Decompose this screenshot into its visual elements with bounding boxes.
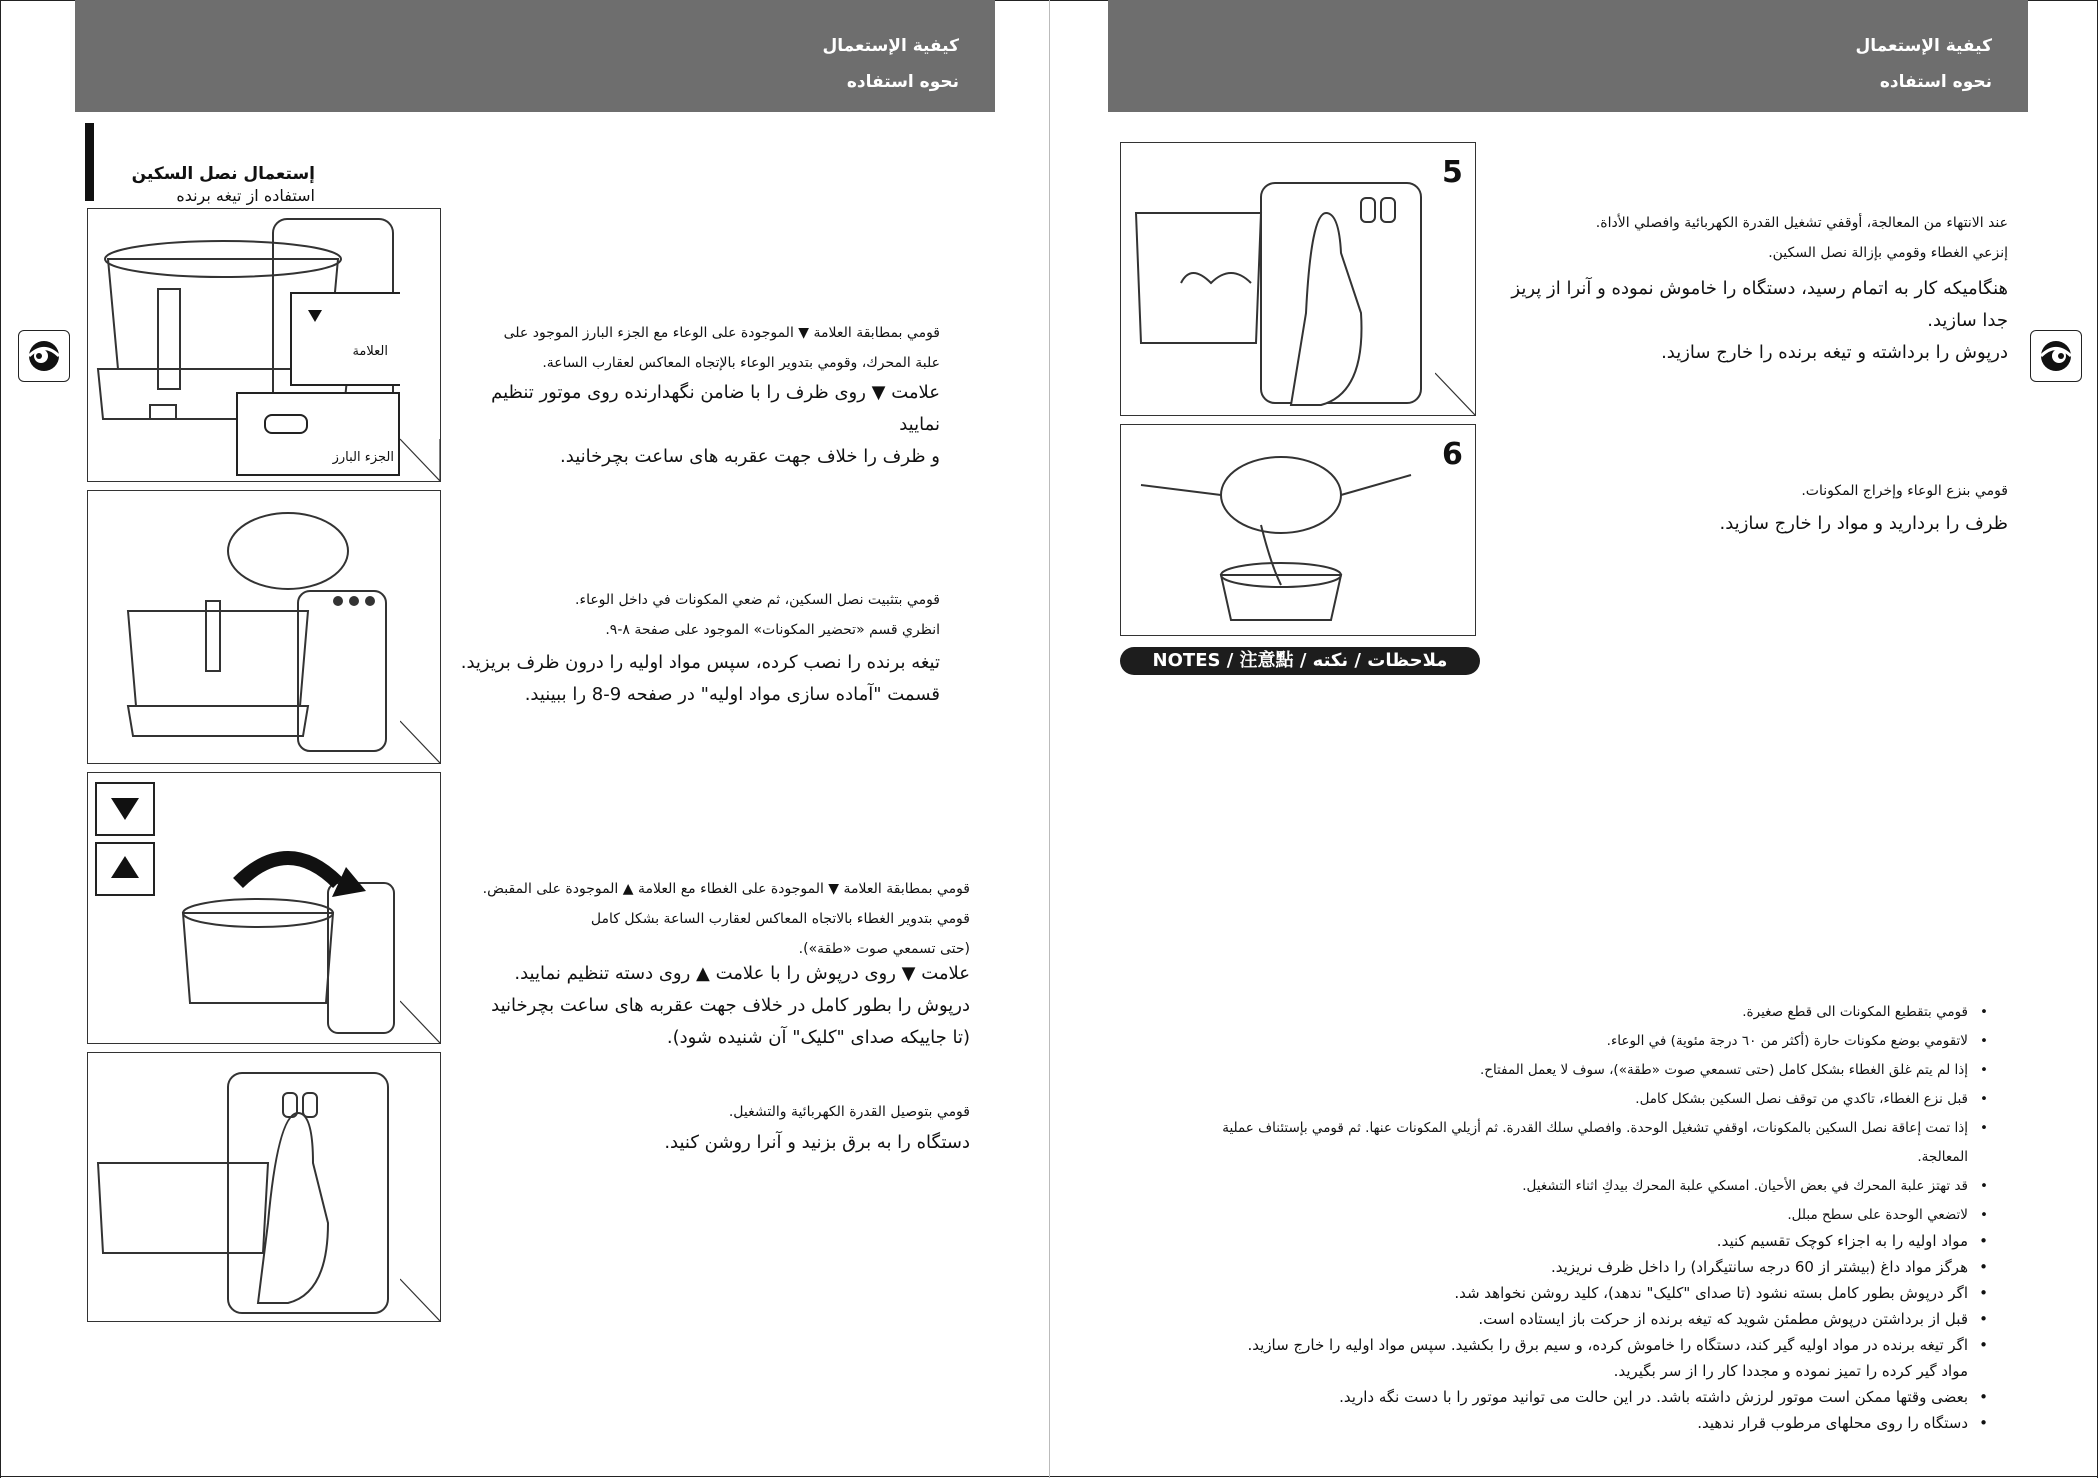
notes-banner: NOTES / 注意點 / ملاحظات / نکته (1120, 647, 1480, 675)
chevron-down-icon (400, 491, 440, 763)
header-title-persian: نحوه استفاده (846, 72, 959, 92)
step-6-number: 6 (1442, 437, 1463, 472)
note-persian-2: • هرگز مواد داغ (بیشتر از 60 درجه سانتیگراد) را داخل ظرف نریزید. (1230, 1254, 1968, 1280)
step-2-illustration (87, 490, 401, 764)
header-title-arabic: كيفية الإستعمال (1855, 36, 1992, 56)
notes-persian-list (1230, 1228, 1990, 1436)
step-1-tab (400, 208, 441, 482)
note-arabic-5: • إذا تمت إعاقة نصل السكين بالمكونات، اوقفي تشغيل الوحدة. وافصلي سلك القدرة. ثم أزيلي المكونات عنها. ثم قومي بإستئناف عملية المعالجة. (1190, 1114, 1968, 1172)
note-persian-5: • اگر تیغه برنده در مواد اولیه گیر کند، دستگاه را خاموش کرده، و سیم برق را بکشید. سپس مواد اولیه را خارج سازید. مواد گیر کرده را تمیز نموده و مجددا کار را از سر بگیرید. (1230, 1332, 1968, 1384)
step-4-arabic-text: قومي بتوصيل القدرة الكهربائية والتشغيل. (728, 1104, 970, 1120)
step-5-persian-text: هنگامیکه کار به اتمام رسید، دستگاه را خاموش نموده و آنرا از پریز جدا سازید. درپوش را برداشته و تیغه برنده را خارج سازید. (1511, 278, 2008, 363)
crop-line-left (0, 0, 1, 1478)
chevron-down-icon (400, 209, 440, 481)
note-arabic-2: • لاتقومي بوضع مكونات حارة (أكثر من ٦٠ درجة مئوية) في الوعاء. (1190, 1027, 1968, 1056)
step-1-arabic-text: قومي بمطابقة العلامة ▼ الموجودة على الوعاء مع الجزء البارز الموجود على علبة المحرك، وقومي بتدوير الوعاء بالإتجاه المعاكس لعقارب الساعة. (503, 325, 940, 371)
note-persian-1: • مواد اولیه را به اجزاء کوچک تقسیم کنید. (1230, 1228, 1968, 1254)
section-title-persian: استفاده از تیغه برنده (176, 186, 315, 205)
right-edge-tab (2030, 330, 2082, 382)
step-3-arabic-text: قومي بمطابقة العلامة ▼ الموجودة على الغطاء مع العلامة ▲ الموجودة على المقبض. قومي بتدوير الغطاء بالاتجاه المعاكس لعقارب الساعة بشكل كامل (حتى تسمعي صوت «طقة»). (482, 881, 970, 957)
note-persian-7: • دستگاه را روی محلهای مرطوب قرار ندهید. (1230, 1410, 1968, 1436)
note-persian-6: • بعضی وقتها ممکن است موتور لرزش داشته باشد. در این حالت می توانید موتور را با دست نگه دارید. (1230, 1384, 1968, 1410)
section-title-arabic: إستعمال نصل السكين (131, 164, 315, 184)
protrusion-label: الجزء البارز (332, 450, 394, 465)
page-divider (1049, 0, 1050, 1478)
left-edge-tab (18, 330, 70, 382)
right-page-header (1108, 0, 2028, 112)
handle-mark-box (95, 842, 155, 896)
step-2-arabic-text: قومي بتثبيت نصل السكين، ثم ضعي المكونات في داخل الوعاء. انظري قسم «تحضير المكونات» الموجود على صفحة ٨-٩. (575, 592, 940, 638)
note-persian-4: • قبل از برداشتن درپوش مطمئن شوید که تیغه برنده از حرکت باز ایستاده است. (1230, 1306, 1968, 1332)
mark-triangle (308, 310, 322, 322)
left-page-header (75, 0, 995, 112)
cover-mark-box (95, 782, 155, 836)
chevron-down-icon (1435, 143, 1475, 415)
step-1-persian-text: علامت ▼ روی ظرف را با ضامن نگهدارنده روی موتور تنظیم نمایید و ظرف را خلاف جهت عقربه های ساعت بچرخانید. (491, 382, 940, 467)
step-6-illustration (1120, 424, 1436, 636)
note-arabic-4: • قبل نزع الغطاء، تاكدي من توقف نصل السكين بشكل كامل. (1190, 1085, 1968, 1114)
header-title-arabic: كيفية الإستعمال (822, 36, 959, 56)
step-4-persian-text: دستگاه را به برق بزنید و آنرا روشن کنید. (664, 1132, 970, 1153)
header-title-persian: نحوه استفاده (1879, 72, 1992, 92)
step-5-number-tab (1435, 142, 1476, 416)
note-arabic-7: • لاتضعي الوحدة على سطح مبلل. (1190, 1201, 1968, 1230)
step-4-tab (400, 1052, 441, 1322)
step-3-persian-text: علامت ▼ روی درپوش را با علامت ▲ روی دسته تنظیم نمایید. درپوش را بطور کامل در خلاف جهت عقربه های ساعت بچرخانید (تا جاییکه صدای "کلیک" آن شنیده شود). (491, 963, 970, 1048)
chevron-down-icon (400, 1053, 440, 1321)
step-5-arabic-text: عند الانتهاء من المعالجة، أوقفي تشغيل القدرة الكهربائية وافصلي الأداة. إنزعي الغطاء وقومي بإزالة نصل السكين. (1595, 215, 2008, 261)
up-triangle-icon (111, 856, 139, 878)
step-6-persian-text: ظرف را بردارید و مواد را خارج سازید. (1719, 513, 2008, 534)
note-arabic-6: • قد تهتز علبة المحرك في بعض الأحيان. امسكي علبة المحرك بيدكِ اثناء التشغيل. (1190, 1172, 1968, 1201)
step-6-number-tab (1435, 424, 1476, 636)
step-3-tab (400, 772, 441, 1044)
section-bar (85, 123, 94, 201)
logo-icon (2031, 331, 2081, 381)
chevron-down-icon (400, 773, 440, 1043)
step-6-arabic-text: قومي بنزع الوعاء وإخراج المكونات. (1801, 483, 2008, 499)
step-5-illustration (1120, 142, 1436, 416)
step-2-tab (400, 490, 441, 764)
step-5-number: 5 (1442, 155, 1463, 190)
note-arabic-3: • إذا لم يتم غلق الغطاء بشكل كامل (حتى تسمعي صوت «طقة»)، سوف لا يعمل المفتاح. (1190, 1056, 1968, 1085)
mark-callout-box (290, 292, 404, 386)
down-triangle-icon (111, 798, 139, 820)
step-2-persian-text: تیغه برنده را نصب کرده، سپس مواد اولیه را درون ظرف بریزید. قسمت "آماده سازی مواد اولیه" در صفحه 9-8 را ببینید. (460, 652, 940, 705)
note-arabic-1: • قومي بتقطيع المكونات الى قطع صغيرة. (1190, 998, 1968, 1027)
protrusion-callout-box (236, 392, 400, 476)
logo-icon (19, 331, 69, 381)
step-4-illustration (87, 1052, 401, 1322)
mark-label: العلامة (352, 344, 388, 359)
notes-arabic-list (1190, 998, 1990, 1230)
note-persian-3: • اگر درپوش بطور کامل بسته نشود (تا صدای "کلیک" ندهد)، کلید روشن نخواهد شد. (1230, 1280, 1968, 1306)
protrusion-shape (264, 414, 308, 434)
